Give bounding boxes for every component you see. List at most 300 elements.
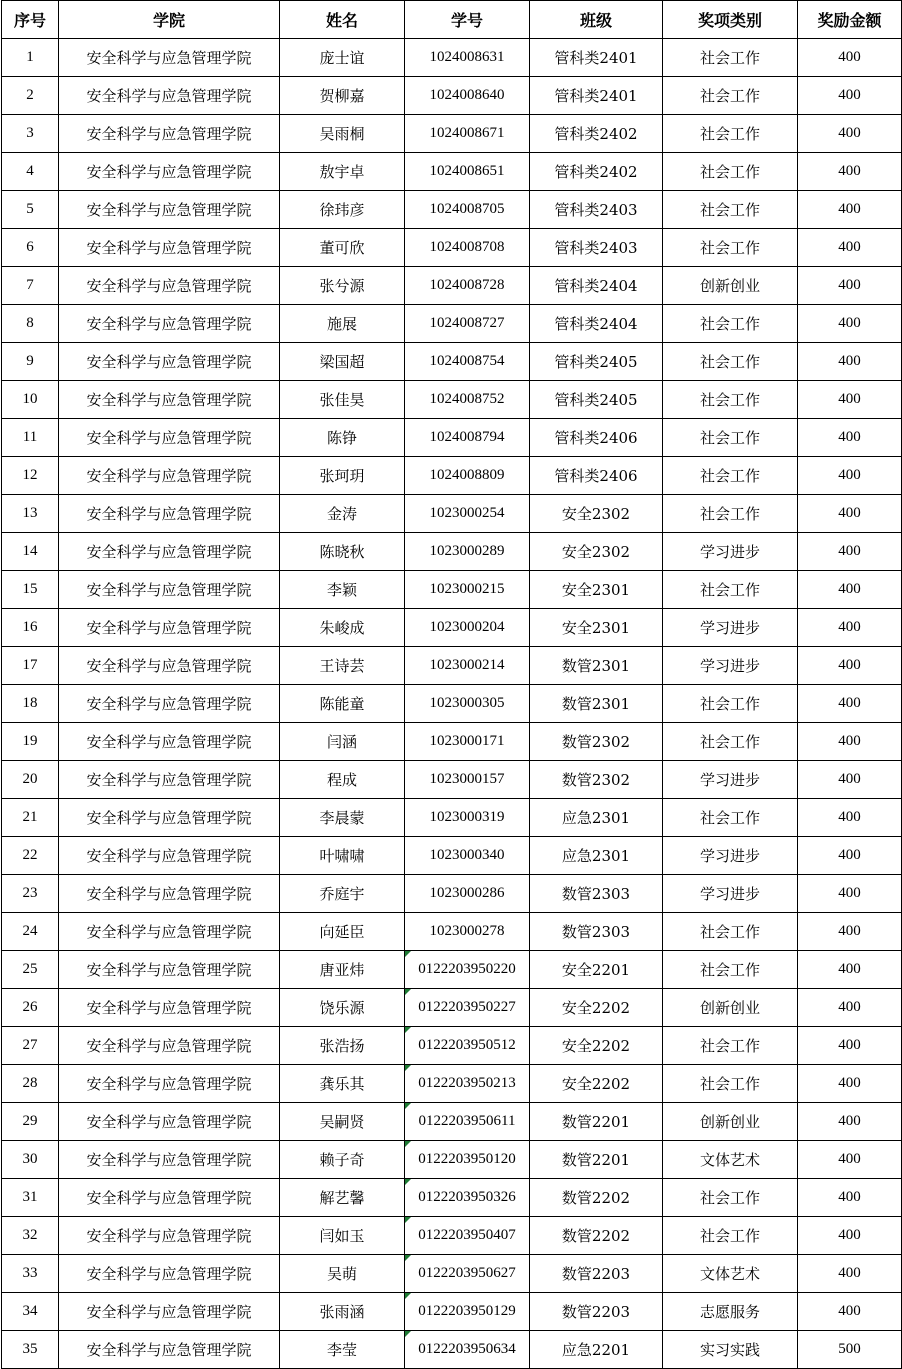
cell-category [663, 1179, 798, 1217]
cell-class-text: 管科类2406 [554, 429, 638, 447]
cell-college-text: 安全科学与应急管理学院 [86, 201, 252, 219]
table-row [2, 495, 902, 533]
cell-name [280, 1065, 405, 1103]
cell-no [2, 419, 59, 457]
cell-student-id-text: 1024008631 [429, 49, 505, 65]
cell-student-id [405, 381, 530, 419]
cell-category [663, 685, 798, 723]
cell-college-text: 安全科学与应急管理学院 [86, 657, 252, 675]
cell-student-id-text: 1024008809 [429, 467, 505, 483]
cell-no [2, 457, 59, 495]
cell-student-id-text: 1023000319 [429, 809, 505, 825]
cell-class [530, 381, 663, 419]
cell-college [59, 647, 280, 685]
cell-class-text: 数管2201 [561, 1151, 631, 1169]
cell-class-text: 管科类2405 [554, 353, 638, 371]
cell-category-text: 创新创业 [699, 999, 760, 1017]
cell-category [663, 77, 798, 115]
cell-name-text: 闫涵 [326, 733, 357, 751]
cell-name-text: 吴嗣贤 [319, 1113, 365, 1131]
header-cell-class: 班级 [530, 1, 663, 39]
cell-student-id [405, 1103, 530, 1141]
text-format-indicator-icon [405, 1141, 411, 1147]
cell-college-text: 安全科学与应急管理学院 [86, 771, 252, 789]
header-cell-no: 序号 [2, 1, 59, 39]
cell-amount-text: 400 [838, 163, 861, 179]
cell-class-text: 应急2301 [561, 809, 631, 827]
cell-class-text: 数管2301 [561, 657, 631, 675]
cell-college-text: 安全科学与应急管理学院 [86, 391, 252, 409]
cell-no-text: 14 [22, 543, 38, 559]
cell-class [530, 1141, 663, 1179]
cell-student-id-text: 0122203950627 [418, 1265, 516, 1281]
cell-amount-text: 400 [838, 847, 861, 863]
cell-no [2, 229, 59, 267]
cell-category [663, 1293, 798, 1331]
cell-amount-text: 400 [838, 771, 861, 787]
cell-class [530, 951, 663, 989]
cell-class-text: 管科类2402 [554, 125, 638, 143]
cell-name-text: 敖宇卓 [319, 163, 365, 181]
cell-amount [798, 609, 902, 647]
cell-college [59, 229, 280, 267]
cell-student-id-text: 1023000171 [429, 733, 505, 749]
cell-student-id-text: 0122203950227 [418, 999, 516, 1015]
cell-student-id-text: 0122203950220 [418, 961, 516, 977]
cell-amount-text: 400 [838, 87, 861, 103]
cell-student-id [405, 647, 530, 685]
cell-class-text: 数管2303 [561, 885, 631, 903]
cell-college [59, 1331, 280, 1369]
cell-student-id [405, 153, 530, 191]
cell-category-text: 社会工作 [699, 1075, 760, 1093]
cell-amount [798, 343, 902, 381]
cell-class [530, 115, 663, 153]
cell-no [2, 1293, 59, 1331]
cell-category-text: 学习进步 [699, 847, 760, 865]
cell-amount-text: 400 [838, 619, 861, 635]
cell-class-text: 数管2302 [561, 771, 631, 789]
cell-name-text: 徐玮彦 [319, 201, 365, 219]
cell-student-id [405, 1293, 530, 1331]
cell-college [59, 1065, 280, 1103]
cell-name-text: 叶啸啸 [319, 847, 365, 865]
cell-name [280, 1179, 405, 1217]
cell-amount-text: 400 [838, 353, 861, 369]
cell-student-id [405, 191, 530, 229]
cell-college-text: 安全科学与应急管理学院 [86, 467, 252, 485]
cell-class-text: 数管2203 [561, 1303, 631, 1321]
text-format-indicator-icon [405, 951, 411, 957]
cell-amount-text: 400 [838, 277, 861, 293]
cell-student-id [405, 1331, 530, 1369]
cell-amount [798, 305, 902, 343]
cell-name [280, 875, 405, 913]
cell-no-text: 27 [22, 1037, 38, 1053]
cell-amount [798, 533, 902, 571]
cell-college [59, 1217, 280, 1255]
cell-student-id [405, 39, 530, 77]
cell-no [2, 1217, 59, 1255]
cell-no-text: 30 [22, 1151, 38, 1167]
table-row [2, 267, 902, 305]
cell-student-id [405, 723, 530, 761]
cell-name-text: 施展 [326, 315, 357, 333]
table-row [2, 989, 902, 1027]
cell-name [280, 951, 405, 989]
header-row [2, 1, 902, 39]
cell-category [663, 305, 798, 343]
cell-name [280, 115, 405, 153]
cell-class-text: 应急2201 [561, 1341, 631, 1359]
cell-category [663, 571, 798, 609]
cell-category-text: 社会工作 [699, 315, 760, 333]
cell-class [530, 913, 663, 951]
cell-amount-text: 500 [838, 1341, 861, 1357]
cell-category-text: 社会工作 [699, 1037, 760, 1055]
cell-amount-text: 400 [838, 961, 861, 977]
cell-class [530, 153, 663, 191]
cell-amount-text: 400 [838, 581, 861, 597]
cell-amount-text: 400 [838, 923, 861, 939]
cell-name-text: 张兮源 [319, 277, 365, 295]
cell-no [2, 77, 59, 115]
cell-class-text: 数管2202 [561, 1189, 631, 1207]
cell-student-id [405, 77, 530, 115]
cell-student-id-text: 1023000214 [429, 657, 505, 673]
cell-college-text: 安全科学与应急管理学院 [86, 619, 252, 637]
table-row [2, 951, 902, 989]
cell-class-text: 安全2302 [561, 543, 631, 561]
cell-category-text: 社会工作 [699, 49, 760, 67]
cell-college [59, 609, 280, 647]
table-row [2, 723, 902, 761]
cell-college [59, 1255, 280, 1293]
cell-category-text: 社会工作 [699, 467, 760, 485]
header-cell-student-id: 学号 [405, 1, 530, 39]
cell-student-id-text: 1024008754 [429, 353, 505, 369]
cell-category [663, 343, 798, 381]
text-format-indicator-icon [405, 1331, 411, 1337]
cell-no-text: 17 [22, 657, 38, 673]
cell-amount-text: 400 [838, 999, 861, 1015]
text-format-indicator-icon [405, 1027, 411, 1033]
cell-student-id-text: 1024008651 [429, 163, 505, 179]
cell-name [280, 685, 405, 723]
cell-amount [798, 457, 902, 495]
cell-category-text: 学习进步 [699, 619, 760, 637]
cell-college-text: 安全科学与应急管理学院 [86, 961, 252, 979]
cell-no-text: 1 [26, 49, 34, 65]
table-row [2, 799, 902, 837]
cell-college [59, 1103, 280, 1141]
cell-name [280, 609, 405, 647]
cell-no-text: 6 [26, 239, 34, 255]
cell-amount [798, 1065, 902, 1103]
cell-class [530, 1255, 663, 1293]
cell-student-id-text: 0122203950120 [418, 1151, 516, 1167]
table-row [2, 647, 902, 685]
cell-college-text: 安全科学与应急管理学院 [86, 809, 252, 827]
cell-no-text: 16 [22, 619, 38, 635]
cell-name-text: 陈能童 [319, 695, 365, 713]
cell-class-text: 管科类2404 [554, 277, 638, 295]
text-format-indicator-icon [405, 1255, 411, 1261]
cell-no [2, 1331, 59, 1369]
cell-college-text: 安全科学与应急管理学院 [86, 1189, 252, 1207]
cell-class-text: 安全2202 [561, 1075, 631, 1093]
cell-category-text: 社会工作 [699, 961, 760, 979]
cell-college [59, 1179, 280, 1217]
table-row [2, 1027, 902, 1065]
cell-no [2, 761, 59, 799]
header-cell-amount: 奖励金额 [798, 1, 902, 39]
table-row [2, 571, 902, 609]
cell-amount [798, 685, 902, 723]
cell-class-text: 安全2202 [561, 999, 631, 1017]
cell-amount-text: 400 [838, 315, 861, 331]
cell-college-text: 安全科学与应急管理学院 [86, 1075, 252, 1093]
header-cell-college: 学院 [59, 1, 280, 39]
cell-college [59, 305, 280, 343]
cell-category [663, 419, 798, 457]
cell-name [280, 761, 405, 799]
cell-college-text: 安全科学与应急管理学院 [86, 239, 252, 257]
cell-name-text: 张珂玥 [319, 467, 365, 485]
cell-college [59, 685, 280, 723]
cell-amount [798, 875, 902, 913]
award-table [1, 0, 902, 1369]
cell-amount [798, 1331, 902, 1369]
cell-amount-text: 400 [838, 1189, 861, 1205]
cell-category [663, 229, 798, 267]
cell-student-id [405, 609, 530, 647]
cell-class [530, 1103, 663, 1141]
cell-student-id-text: 1023000215 [429, 581, 505, 597]
cell-student-id [405, 229, 530, 267]
cell-no [2, 989, 59, 1027]
cell-name-text: 李晨蒙 [319, 809, 365, 827]
cell-no-text: 34 [22, 1303, 38, 1319]
table-row [2, 39, 902, 77]
table-row [2, 1103, 902, 1141]
cell-no [2, 39, 59, 77]
cell-class-text: 管科类2406 [554, 467, 638, 485]
cell-name [280, 419, 405, 457]
cell-class-text: 管科类2405 [554, 391, 638, 409]
cell-class-text: 数管2201 [561, 1113, 631, 1131]
cell-class-text: 数管2303 [561, 923, 631, 941]
cell-name-text: 王诗芸 [319, 657, 365, 675]
cell-category-text: 社会工作 [699, 581, 760, 599]
cell-college [59, 115, 280, 153]
cell-college [59, 533, 280, 571]
cell-category-text: 文体艺术 [699, 1151, 760, 1169]
cell-category [663, 533, 798, 571]
cell-amount-text: 400 [838, 239, 861, 255]
cell-amount [798, 1027, 902, 1065]
cell-no-text: 12 [22, 467, 38, 483]
table-body [2, 39, 902, 1369]
cell-student-id-text: 1024008708 [429, 239, 505, 255]
cell-category [663, 1103, 798, 1141]
cell-category-text: 学习进步 [699, 885, 760, 903]
cell-college-text: 安全科学与应急管理学院 [86, 49, 252, 67]
cell-category-text: 社会工作 [699, 353, 760, 371]
cell-student-id-text: 1023000278 [429, 923, 505, 939]
cell-student-id-text: 1023000254 [429, 505, 505, 521]
cell-category [663, 1331, 798, 1369]
cell-college-text: 安全科学与应急管理学院 [86, 429, 252, 447]
text-format-indicator-icon [405, 1179, 411, 1185]
cell-amount-text: 400 [838, 467, 861, 483]
cell-category [663, 457, 798, 495]
cell-college [59, 1293, 280, 1331]
cell-amount [798, 153, 902, 191]
cell-no-text: 5 [26, 201, 34, 217]
cell-class [530, 533, 663, 571]
cell-name-text: 程成 [326, 771, 357, 789]
cell-class-text: 管科类2403 [554, 201, 638, 219]
cell-class [530, 989, 663, 1027]
cell-student-id-text: 1024008727 [429, 315, 505, 331]
cell-class-text: 安全2202 [561, 1037, 631, 1055]
cell-amount [798, 571, 902, 609]
cell-student-id-text: 1024008794 [429, 429, 505, 445]
cell-category [663, 1065, 798, 1103]
cell-no [2, 875, 59, 913]
cell-name-text: 李莹 [326, 1341, 357, 1359]
cell-no [2, 1255, 59, 1293]
table-row [2, 761, 902, 799]
cell-name-text: 吴萌 [326, 1265, 357, 1283]
cell-student-id-text: 1024008671 [429, 125, 505, 141]
cell-name [280, 799, 405, 837]
cell-college-text: 安全科学与应急管理学院 [86, 999, 252, 1017]
cell-no-text: 32 [22, 1227, 38, 1243]
cell-amount-text: 400 [838, 391, 861, 407]
cell-category [663, 495, 798, 533]
cell-college [59, 989, 280, 1027]
cell-amount [798, 1255, 902, 1293]
cell-no-text: 33 [22, 1265, 38, 1281]
cell-category [663, 1027, 798, 1065]
table-row [2, 1331, 902, 1369]
cell-name [280, 381, 405, 419]
cell-category [663, 761, 798, 799]
table-row [2, 837, 902, 875]
cell-amount [798, 1217, 902, 1255]
text-format-indicator-icon [405, 1293, 411, 1299]
cell-amount [798, 419, 902, 457]
cell-amount [798, 191, 902, 229]
cell-class [530, 343, 663, 381]
cell-category [663, 191, 798, 229]
cell-college-text: 安全科学与应急管理学院 [86, 353, 252, 371]
cell-amount [798, 723, 902, 761]
cell-college-text: 安全科学与应急管理学院 [86, 1341, 252, 1359]
table-row [2, 343, 902, 381]
cell-no [2, 723, 59, 761]
cell-no [2, 837, 59, 875]
table-row [2, 381, 902, 419]
cell-amount-text: 400 [838, 695, 861, 711]
cell-class [530, 837, 663, 875]
cell-category [663, 39, 798, 77]
cell-class-text: 管科类2401 [554, 87, 638, 105]
cell-college-text: 安全科学与应急管理学院 [86, 923, 252, 941]
cell-class [530, 1027, 663, 1065]
cell-category-text: 创新创业 [699, 1113, 760, 1131]
cell-name-text: 董可欣 [319, 239, 365, 257]
cell-amount [798, 1141, 902, 1179]
cell-name-text: 解艺馨 [319, 1189, 365, 1207]
cell-no [2, 913, 59, 951]
cell-class-text: 数管2202 [561, 1227, 631, 1245]
cell-no [2, 153, 59, 191]
cell-no-text: 4 [26, 163, 34, 179]
cell-college-text: 安全科学与应急管理学院 [86, 733, 252, 751]
cell-amount [798, 1179, 902, 1217]
cell-college [59, 343, 280, 381]
cell-amount-text: 400 [838, 657, 861, 673]
cell-class-text: 管科类2402 [554, 163, 638, 181]
cell-student-id-text: 0122203950129 [418, 1303, 516, 1319]
cell-category-text: 社会工作 [699, 201, 760, 219]
cell-no [2, 1065, 59, 1103]
cell-student-id [405, 115, 530, 153]
cell-student-id [405, 1255, 530, 1293]
cell-amount [798, 115, 902, 153]
cell-no-text: 23 [22, 885, 38, 901]
cell-class-text: 安全2302 [561, 505, 631, 523]
text-format-indicator-icon [405, 1217, 411, 1223]
cell-name-text: 唐亚炜 [319, 961, 365, 979]
cell-amount-text: 400 [838, 49, 861, 65]
cell-college-text: 安全科学与应急管理学院 [86, 1227, 252, 1245]
cell-name [280, 229, 405, 267]
cell-amount-text: 400 [838, 1075, 861, 1091]
cell-college [59, 799, 280, 837]
cell-name [280, 457, 405, 495]
cell-college [59, 913, 280, 951]
cell-college-text: 安全科学与应急管理学院 [86, 1303, 252, 1321]
cell-college [59, 875, 280, 913]
cell-category-text: 社会工作 [699, 87, 760, 105]
cell-amount [798, 913, 902, 951]
cell-amount-text: 400 [838, 1037, 861, 1053]
table-row [2, 685, 902, 723]
cell-student-id-text: 1024008752 [429, 391, 505, 407]
cell-name [280, 191, 405, 229]
cell-student-id-text: 0122203950611 [418, 1113, 516, 1129]
cell-no [2, 533, 59, 571]
table-row [2, 191, 902, 229]
cell-name-text: 张浩扬 [319, 1037, 365, 1055]
cell-class [530, 647, 663, 685]
cell-class [530, 191, 663, 229]
cell-student-id-text: 1023000289 [429, 543, 505, 559]
cell-class [530, 685, 663, 723]
cell-name-text: 陈晓秋 [319, 543, 365, 561]
cell-amount-text: 400 [838, 543, 861, 559]
cell-amount [798, 1293, 902, 1331]
cell-college-text: 安全科学与应急管理学院 [86, 695, 252, 713]
header-cell-category: 奖项类别 [663, 1, 798, 39]
cell-no-text: 25 [22, 961, 38, 977]
cell-student-id [405, 989, 530, 1027]
cell-amount [798, 381, 902, 419]
